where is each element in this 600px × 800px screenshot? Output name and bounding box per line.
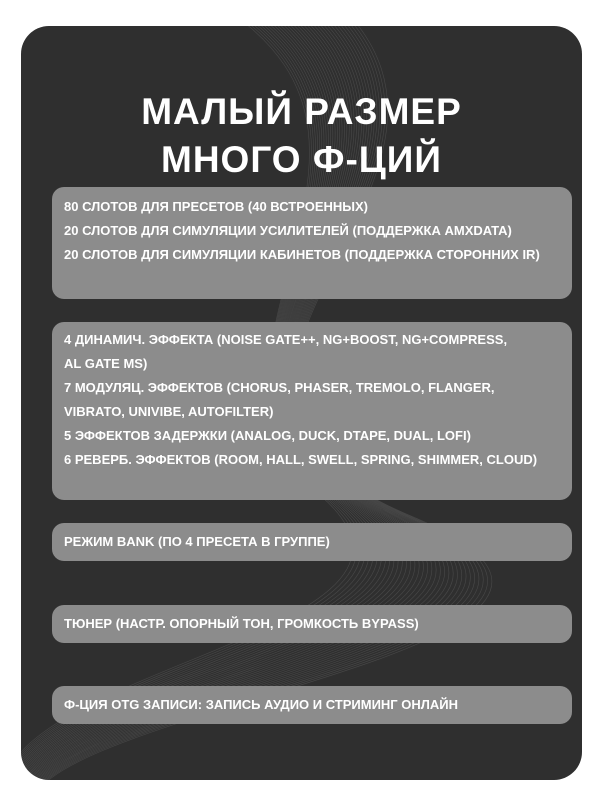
- feature-box-otg-recording: [52, 686, 572, 724]
- feature-box-slots: [52, 187, 572, 299]
- headline-line-2: МНОГО Ф-ЦИЙ: [161, 139, 442, 180]
- feature-line: 7 МОДУЛЯЦ. ЭФФЕКТОВ (CHORUS, PHASER, TREMOLO, FLANGER,: [64, 380, 495, 395]
- feature-box-tuner: [52, 605, 572, 643]
- feature-line: 4 ДИНАМИЧ. ЭФФЕКТА (NOISE GATE++, NG+BOOST, NG+COMPRESS,: [64, 332, 508, 347]
- feature-line: 80 СЛОТОВ ДЛЯ ПРЕСЕТОВ (40 ВСТРОЕННЫХ): [64, 199, 368, 214]
- feature-box-effects: [52, 322, 572, 500]
- headline-line-1: МАЛЫЙ РАЗМЕР: [141, 91, 462, 132]
- feature-line: Ф-ЦИЯ OTG ЗАПИСИ: ЗАПИСЬ АУДИО И СТРИМИНГ ОНЛАЙН: [64, 697, 459, 712]
- feature-box-bank-mode: [52, 523, 572, 561]
- feature-line: РЕЖИМ BANK (ПО 4 ПРЕСЕТА В ГРУППЕ): [64, 534, 330, 549]
- feature-line: ТЮНЕР (НАСТР. ОПОРНЫЙ ТОН, ГРОМКОСТЬ BYPASS): [64, 616, 419, 631]
- headline: [21, 88, 582, 184]
- feature-line: 20 СЛОТОВ ДЛЯ СИМУЛЯЦИИ КАБИНЕТОВ (ПОДДЕРЖКА СТОРОННИХ IR): [64, 247, 540, 262]
- promo-card: [21, 26, 582, 780]
- feature-line: 5 ЭФФЕКТОВ ЗАДЕРЖКИ (ANALOG, DUCK, DTAPE, DUAL, LOFI): [64, 428, 471, 443]
- feature-line: VIBRATO, UNIVIBE, AUTOFILTER): [64, 404, 274, 419]
- feature-line: 6 РЕВЕРБ. ЭФФЕКТОВ (ROOM, HALL, SWELL, SPRING, SHIMMER, CLOUD): [64, 452, 538, 467]
- feature-line: AL GATE MS): [64, 356, 148, 371]
- feature-line: 20 СЛОТОВ ДЛЯ СИМУЛЯЦИИ УСИЛИТЕЛЕЙ (ПОДДЕРЖКА AMXDATA): [64, 223, 512, 238]
